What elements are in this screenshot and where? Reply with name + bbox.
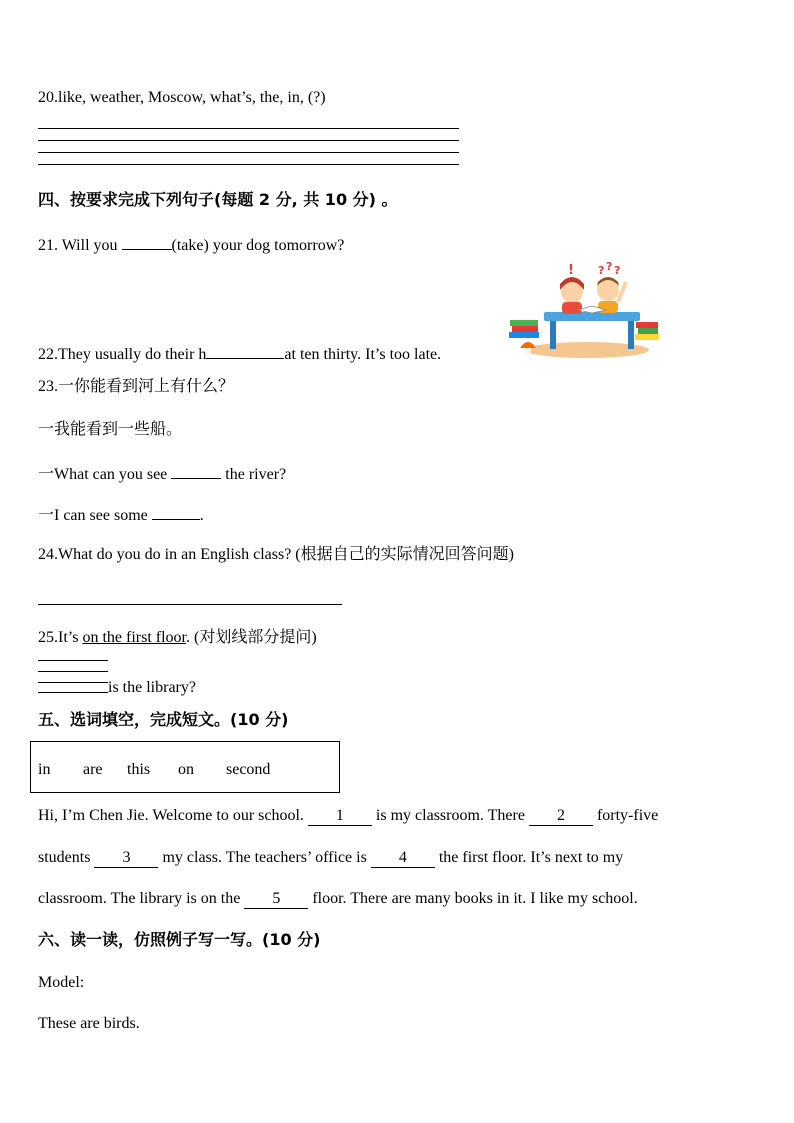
section-6-heading: 六、读一读，仿照例子写一写。(10 分) [38, 930, 321, 949]
q22-before: 22.They usually do their h [38, 346, 207, 363]
q23-blank-1[interactable] [171, 462, 221, 479]
passage-line-2 [38, 848, 623, 868]
question-23-line-3 [38, 462, 286, 485]
passage-text: is my classroom. There [371, 807, 529, 824]
word-bank-item: on [178, 761, 194, 778]
question-24: 24.What do you do in an English class? (根据自己的实际情况回答问题) [38, 546, 514, 563]
passage-blank-1[interactable]: 1 [308, 807, 372, 826]
q25-answer-line-1[interactable] [38, 660, 108, 661]
question-21 [38, 233, 344, 256]
q24-answer-line[interactable] [38, 604, 342, 605]
passage-text: the first floor. It’s next to my [434, 849, 624, 866]
q21-before: 21. Will you [38, 237, 122, 254]
passage-text: classroom. The library is on the [38, 890, 245, 907]
q22-after: at ten thirty. It’s too late. [284, 346, 442, 363]
answer-line-4 [38, 164, 459, 165]
passage-blank-3[interactable]: 3 [94, 849, 158, 868]
passage-text: forty-five [592, 807, 659, 824]
word-bank-item: this [127, 761, 151, 778]
model-label: Model: [38, 974, 85, 991]
passage-blank-5[interactable]: 5 [244, 890, 308, 909]
q25-underlined-phrase: on the first floor [82, 629, 186, 646]
passage-line-1 [38, 806, 658, 826]
q21-blank[interactable] [122, 233, 172, 250]
question-23-line-4 [38, 503, 204, 526]
q25-answer-suffix: is the library? [108, 679, 196, 696]
q23-blank-2[interactable] [152, 503, 200, 520]
question-23-prompt: 23.一你能看到河上有什么？ [38, 378, 235, 395]
svg-text:?: ? [606, 262, 613, 273]
svg-text:!: ! [568, 263, 574, 278]
word-bank-box [30, 741, 340, 793]
children-studying-illustration [502, 262, 660, 360]
section-4-heading: 四、按要求完成下列句子(每题 2 分, 共 10 分) 。 [38, 190, 398, 209]
answer-line-2 [38, 140, 459, 141]
answer-line-3 [38, 152, 459, 153]
section-5-heading: 五、选词填空，完成短文。(10 分) [38, 710, 289, 729]
passage-text: students [38, 849, 95, 866]
q25-prefix: 25.It’s [38, 629, 83, 646]
word-bank-item: are [83, 761, 103, 778]
question-25 [38, 628, 317, 648]
q25-answer-line-3[interactable] [38, 682, 108, 683]
q23-line4-before: 一I can see some [38, 507, 152, 524]
passage-text: Hi, I’m Chen Jie. Welcome to our school. [38, 807, 308, 824]
q25-answer-line-2[interactable] [38, 671, 108, 672]
q22-blank[interactable] [206, 342, 284, 359]
q23-line3-after: the river? [221, 466, 287, 483]
passage-text: my class. The teachers’ office is [158, 849, 371, 866]
q23-line4-after: . [199, 507, 204, 524]
model-text: These are birds. [38, 1015, 140, 1032]
passage-text: floor. There are many books in it. I like my school. [308, 890, 638, 907]
word-bank-item: in [38, 761, 51, 778]
passage-blank-4[interactable]: 4 [371, 849, 435, 868]
q25-suffix: . (对划线部分提问) [186, 629, 317, 646]
svg-text:?: ? [614, 264, 621, 277]
q21-after: (take) your dog tomorrow? [171, 237, 345, 254]
passage-blank-2[interactable]: 2 [529, 807, 593, 826]
question-20: 20.like, weather, Moscow, what’s, the, in, (?) [38, 89, 326, 106]
q25-answer-line-4[interactable] [38, 692, 108, 693]
question-22 [38, 342, 441, 365]
passage-line-3 [38, 889, 638, 909]
q23-line3-before: 一What can you see [38, 466, 172, 483]
word-bank-item: second [226, 761, 271, 778]
question-23-line-2: 一我能看到一些船。 [38, 421, 183, 438]
answer-line-1 [38, 128, 459, 129]
svg-text:?: ? [598, 264, 605, 277]
